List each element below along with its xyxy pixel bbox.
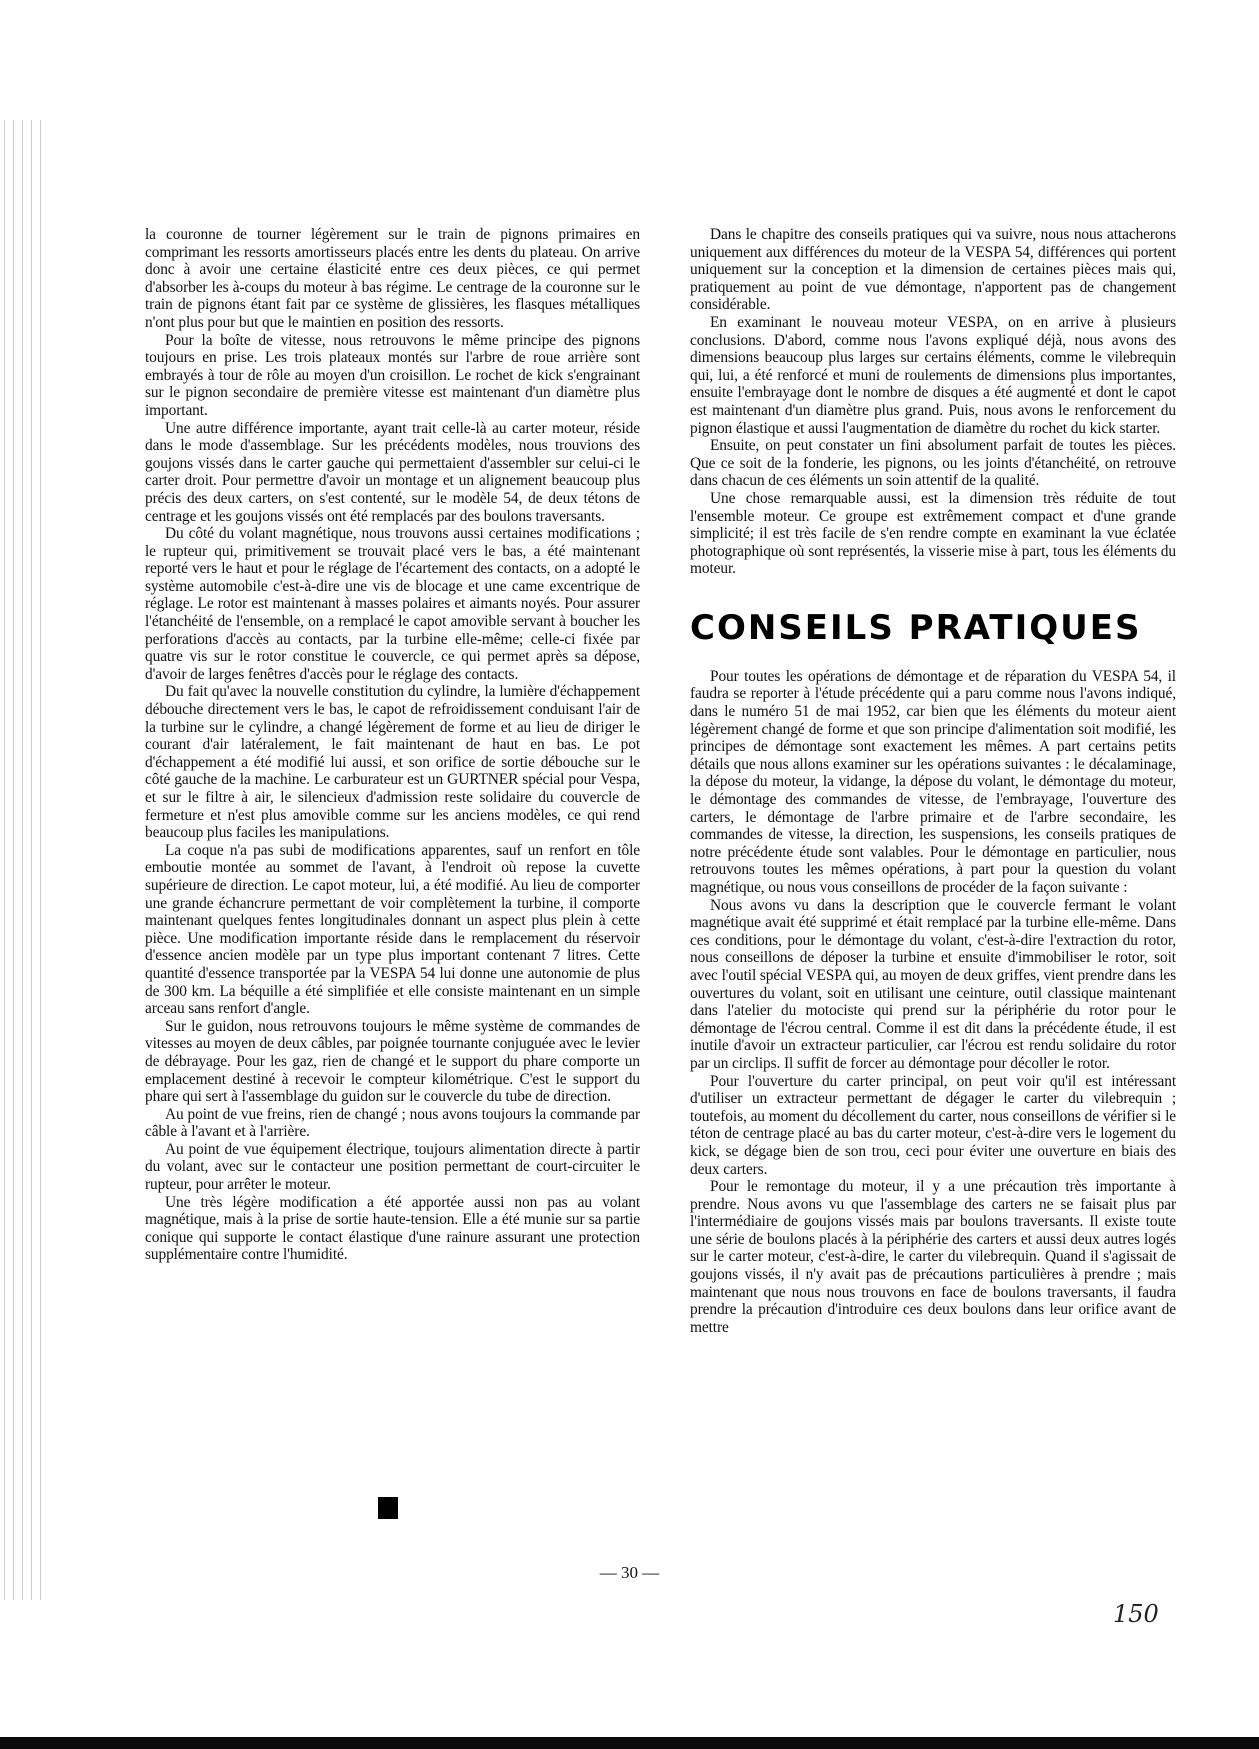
paragraph: En examinant le nouveau moteur VESPA, on en arrive à plusieurs conclusions. D'abord, comme nous l'avons expliqué déjà, nous avons des dimensions beaucoup plus larges sur certains éléments, comme le vilebrequin qui, lui, a été renforcé et muni de roulements de dimensions plus importantes, ensuite l'embrayage dont le nombre de disques a été augmenté et dont le capot est maintenant d'un diamètre plus grand. Puis, nous avons le renforcement du pignon élastique et aussi l'augmentation de diamètre du rochet du kick starter. — [690, 313, 1176, 437]
scan-binding-edge — [0, 120, 48, 1600]
end-of-article-mark — [378, 1497, 398, 1519]
paragraph: Une chose remarquable aussi, est la dimension très réduite de tout l'ensemble moteur. Ce groupe est extrêmement compact et d'une grande simplicité; il est très facile de s'en rendre compte en examinant la vue éclatée photographique où sont représentés, la visserie mise à part, tous les éléments du moteur. — [690, 489, 1176, 578]
paragraph: Dans le chapitre des conseils pratiques qui va suivre, nous nous attacherons uniquement aux différences du moteur de la VESPA 54, différences qui portent uniquement sur la conception et la dimension de certaines pièces mais qui, pratiquement au point de vue démontage, n'apportent pas de changement considérable. — [690, 226, 1176, 314]
paragraph: la couronne de tourner légèrement sur le train de pignons primaires en comprimant les ressorts amortisseurs placés entre les dents du plateau. On arrive donc à avoir une certaine élasticité entre ces deux pièces, ce qui permet d'absorber les à-coups du moteur à bas régime. Le centrage de la couronne sur le train de pignons étant fait par ce système de glissières, les flasques métalliques n'ont plus pour but que le maintien en position des ressorts. — [145, 226, 640, 331]
paragraph: Pour toutes les opérations de démontage et de réparation du VESPA 54, il faudra se reporter à l'étude précédente qui a paru comme nous l'avons indiqué, dans le numéro 51 de mai 1952, car bien que les éléments du moteur aient légèrement changé de forme et que son principe d'alimentation soit modifié, les principes de démontage sont exactement les mêmes. A part certains petits détails que nous allons examiner sur les opérations suivantes : le décalaminage, la dépose du moteur, la vidange, la dépose du volant, le démontage du moteur, le démontage des commandes de vitesse, de l'embrayage, l'ouverture des carters, le démontage de l'arbre primaire et de l'arbre secondaire, les commandes de vitesse, la direction, les suspensions, les conseils pratiques de notre précédente étude sont valables. Pour le démontage en particulier, nous retrouvons toutes les mêmes opérations, à part pour la question du volant magnétique, ou nous vous conseillons de procéder de la façon suivante : — [690, 667, 1176, 896]
paragraph: Pour le remontage du moteur, il y a une précaution très importante à prendre. Nous avons vu que l'assemblage des carters ne se faisait plus par l'intermédiaire de goujons vissés mais par boulons traversants. Il existe toute une série de boulons placés à la périphérie des carters et aussi deux autres logés sur le carter moteur, c'est-à-dire, le carter du vilebrequin. Quand il s'agissait de goujons vissés, il n'y avait pas de précautions particulières à prendre ; mais maintenant que nous nous trouvons en face de boulons traversants, il faudra prendre la précaution d'introduire ces deux boulons dans leur orifice avant de mettre — [690, 1178, 1176, 1336]
paragraph: Du côté du volant magnétique, nous trouvons aussi certaines modifications ; le rupteur qui, primitivement se trouvait placé vers le bas, a été maintenant reporté vers le haut et pour le réglage de l'écartement des contacts, on a adopté le système automobile c'est-à-dire une vis de blocage et une came excentrique de réglage. Le rotor est maintenant à masses polaires et aimants noyés. Pour assurer l'étanchéité de l'ensemble, on a remplacé le capot amovible servant à boucher les perforations d'accès au contacts, par la turbine elle-même; celle-ci fixée par quatre vis sur le rotor constitue le couvercle, ce qui permet après sa dépose, d'avoir de larges fenêtres d'accès pour le réglage des contacts. — [145, 525, 640, 683]
handwritten-page-number: 150 — [1113, 1600, 1159, 1628]
section-heading: CONSEILS PRATIQUES — [690, 607, 1142, 648]
page-number: — 30 — — [599, 1563, 660, 1582]
scan-bottom-edge — [0, 1737, 1259, 1749]
paragraph: Pour l'ouverture du carter principal, on peut voir qu'il est intéressant d'utiliser un extracteur permettant de dégager le carter du vilebrequin ; toutefois, au moment du décollement du carter, nous conseillons de vérifier si le téton de centrage placé au bas du carter moteur, c'est-à-dire vers le logement du kick, se dégage bien de son trou, ceci pour éviter une ouverture en biais des deux carters. — [690, 1072, 1176, 1178]
paragraph: Une très légère modification a été apportée aussi non pas au volant magnétique, mais à la prise de sortie haute-tension. Elle a été munie sur sa partie conique qui supporte le contact élastique d'une rainure assurant une protection supplémentaire contre l'humidité. — [145, 1193, 640, 1264]
left-text-column — [145, 226, 640, 1264]
paragraph: Du fait qu'avec la nouvelle constitution du cylindre, la lumière d'échappement débouche directement vers le bas, le capot de refroidissement conduisant l'air de la turbine sur le cylindre, a changé légèrement de forme et au lieu de diriger le courant d'air latéralement, le fait maintenant de haut en bas. Le pot d'échappement a été modifié lui aussi, et son orifice de sortie débouche sur le côté gauche de la machine. Le carburateur est un GURTNER spécial pour Vespa, et sur le filtre à air, le silencieux d'admission reste solidaire du couvercle de fermeture et n'est plus amovible comme sur les anciens modèles, ce qui rend beaucoup plus faciles les manipulations. — [145, 683, 640, 842]
paragraph: Une autre différence importante, ayant trait celle-là au carter moteur, réside dans le mode d'assemblage. Sur les précédents modèles, nous trouvions des goujons vissés dans le carter gauche qui permettaient d'assembler sur celui-ci le carter droit. Pour permettre d'avoir un montage et un alignement beaucoup plus précis des deux carters, on s'est contenté, sur le modèle 54, de deux tétons de centrage et les goujons vissés ont été remplacés par des boulons traversants. — [145, 419, 640, 525]
paragraph: Ensuite, on peut constater un fini absolument parfait de toutes les pièces. Que ce soit de la fonderie, les pignons, ou les joints d'étanchéité, on retrouve dans chacun de ces éléments un soin attentif de la qualité. — [690, 437, 1176, 490]
right-text-column — [690, 226, 1176, 1336]
paragraph: Pour la boîte de vitesse, nous retrouvons le même principe des pignons toujours en prise. Les trois plateaux montés sur l'arbre de roue arrière sont embrayés à tour de rôle au moyen d'un croisillon. Le rochet de kick s'engrainant sur le pignon secondaire de première vitesse est maintenant d'un diamètre plus important. — [145, 331, 640, 419]
paragraph: Sur le guidon, nous retrouvons toujours le même système de commandes de vitesses au moyen de deux câbles, par poignée tournante conjuguée avec le levier de débrayage. Pour les gaz, rien de changé et le support du phare comporte un emplacement destiné à recevoir le compteur kilométrique. C'est le support du phare qui sert à l'assemblage du guidon sur le couvercle du tube de direction. — [145, 1017, 640, 1106]
paragraph: La coque n'a pas subi de modifications apparentes, sauf un renfort en tôle emboutie montée au sommet de l'avant, à l'endroit où repose la cuvette supérieure de direction. Le capot moteur, lui, a été modifié. Au lieu de comporter une grande échancrure permettant de voir complètement la turbine, il comporte maintenant quelques fentes longitudinales donnant un aspect plus plein à cette pièce. Une modification importante réside dans le remplacement du réservoir d'essence ancien modèle par un type plus important contenant 7 litres. Cette quantité d'essence transportée par la VESPA 54 lui donne une autonomie de plus de 300 km. La béquille a été simplifiée et elle consiste maintenant en un simple arceau sans renfort d'angle. — [145, 841, 640, 1018]
paragraph: Au point de vue équipement électrique, toujours alimentation directe à partir du volant, avec sur le contacteur une position permettant de court-circuiter le rupteur, pour arrêter le moteur. — [145, 1140, 640, 1194]
paragraph: Nous avons vu dans la description que le couvercle fermant le volant magnétique avait été supprimé et était remplacé par la turbine elle-même. Dans ces conditions, pour le démontage du volant, c'est-à-dire l'extraction du rotor, nous conseillons de déposer la turbine et ensuite d'immobiliser le rotor, soit avec l'outil spécial VESPA qui, au moyen de deux griffes, vient prendre dans les ouvertures du volant, soit en utilisant une ceinture, outil classique maintenant dans l'atelier du motociste qui prend sur la périphérie du rotor pour le démontage de l'écrou central. Comme il est dit dans la précédente étude, il est inutile d'avoir un extracteur particulier, car l'écrou est rendu solidaire du rotor par un circlips. Il suffit de forcer au démontage pour décoller le rotor. — [690, 896, 1176, 1072]
paragraph: Au point de vue freins, rien de changé ; nous avons toujours la commande par câble à l'avant et à l'arrière. — [145, 1105, 640, 1141]
